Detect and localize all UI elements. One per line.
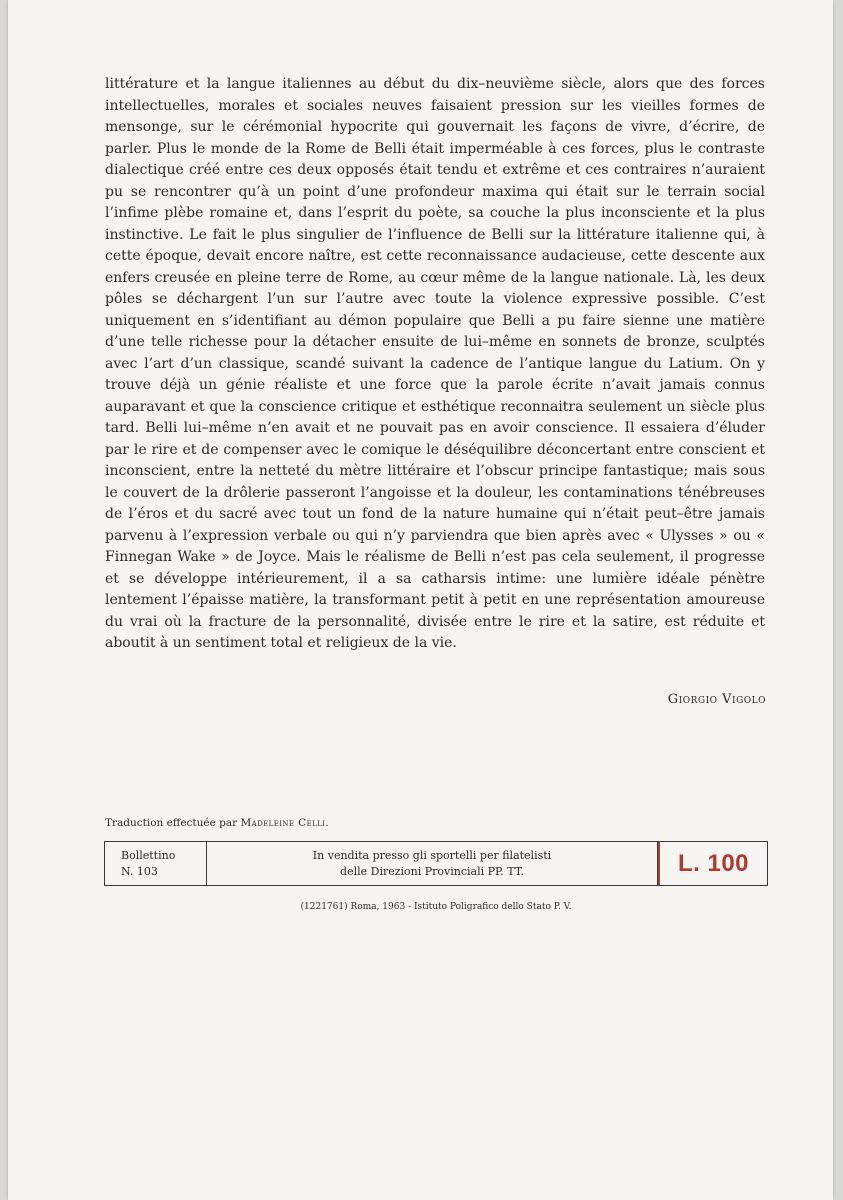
article-body-text: littérature et la langue italiennes au début du dix–neuvième siècle, alors que des forces intellectuelles, morales et sociales neuves faisaient pression sur les vieilles formes de mensonge, sur le cérémonial hypocrite qui gouvernait les façons de vivre, d’écrire, de parler. Plus le monde de la Rome de Belli était imperméable à ces forces, plus le contraste dialectique créé entre ces deux opposés était tendu et extrême et ces contraires n’auraient pu se rencontrer qu’à un point d’une profondeur maxima qui était sur le terrain social l’infime plèbe romaine et, dans l’esprit du poète, sa couche la plus inconsciente et la plus instinctive. Le fait le plus singulier de l’influence de Belli sur la littérature italienne qui, à cette époque, devait encore naître, est cette reconnaissance audacieuse, cette descente aux enfers creusée en pleine terre de Rome, au cœur même de la langue nationale. Là, les deux pôles se déchargent l’un sur l’autre avec toute la violence expressive possible. C’est uniquement en s’identifiant au démon populaire que Belli a pu faire sienne une matière d’une telle richesse pour la détacher ensuite de lui–même en sonnets de bronze, sculptés avec l’art d’un classique, scandé suivant la cadence de l’antique langue du Latium. On y trouve déjà un génie réaliste et une force que la parole écrite n’avait jamais connus auparavant et que la conscience critique et esthétique reconnaitra seulement un siècle plus tard. Belli lui–même n’en avait et ne pouvait pas en avoir conscience. Il essaiera d’éluder par le rire et de compenser avec le comique le déséquilibre déconcertant entre conscient et inconscient, entre la netteté du mètre littéraire et l’obscur principe fantastique; mais sous le couvert de la drôlerie passeront l’angoisse et la douleur, les contaminations ténébreuses de l’éros et du sacré avec tout un fond de la nature humaine qui n’était peut–être jamais parvenu à l’expression verbale ou qui n’y parviendra que bien après avec « Ulysses » ou « Finnegan Wake » de Joyce. Mais le réalisme de Belli n’est pas cela seulement, il progresse et se développe intérieurement, il a sa catharsis intime: une lumière idéale pénètre lentement l’épaisse matière, la transformant petit à petit en une représentation amoureuse du vrai où la fracture de la personnalité, divisée entre le rire et la satire, est réduite et aboutit à un sentiment total et religieux de la vie. [105,76,765,651]
translation-prefix: Traduction effectuée par [105,817,241,829]
price-box [657,842,767,885]
printer-imprint: (1221761) Roma, 1963 - Istituto Poligrafico dello Stato P. V. [300,902,572,912]
bulletin-info [105,842,207,885]
bulletin-footer-box [104,841,768,886]
bulletin-label: Bollettino [121,848,176,862]
translation-credit [105,817,329,829]
author-signature: Giorgio Vigolo [667,692,766,707]
document-page [8,0,833,1200]
translator-name: Madeleine Celli. [240,817,330,829]
price-label: L. 100 [658,842,767,885]
bulletin-number: N. 103 [121,864,158,878]
sale-info [207,842,657,885]
sale-line-2: delle Direzioni Provinciali PP. TT. [340,864,524,878]
sale-line-1: In vendita presso gli sportelli per filatelisti [312,848,552,862]
